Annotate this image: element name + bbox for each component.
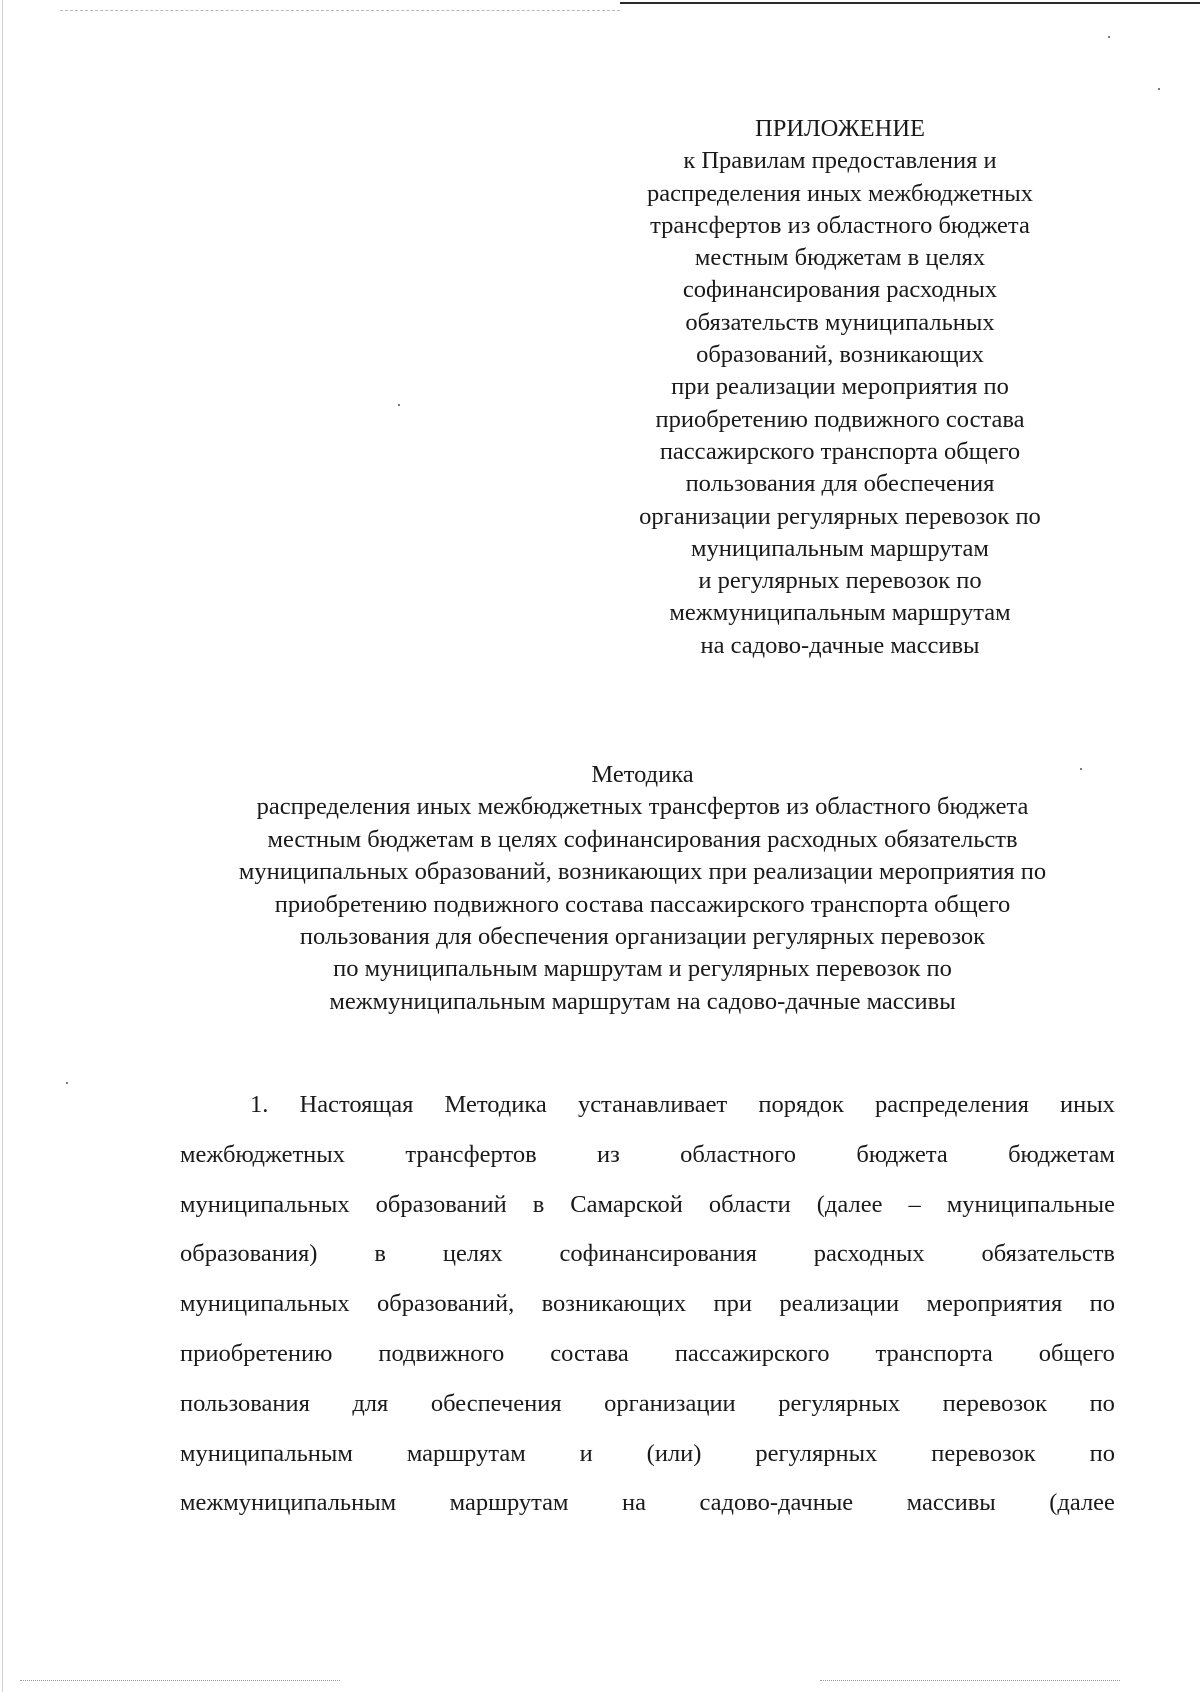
paragraph-line (180, 1180, 1115, 1230)
paragraph-word: общего (1038, 1339, 1115, 1367)
paragraph-word: расходных (813, 1240, 925, 1268)
paragraph-word: муниципальных (180, 1190, 350, 1218)
scan-edge-dash (60, 10, 620, 11)
paragraph-word: образования) (180, 1240, 318, 1268)
paragraph-word: подвижного (378, 1339, 505, 1367)
paragraph-word: целях (442, 1240, 503, 1268)
paragraph-word: (или) (646, 1439, 702, 1467)
scan-speck (66, 1082, 68, 1084)
paragraph-line (180, 1429, 1115, 1479)
paragraph-word: Самарской (570, 1190, 683, 1218)
appendix-line: пользования для обеспечения (685, 470, 995, 498)
paragraph-word: муниципальные (946, 1190, 1115, 1218)
appendix-line: трансфертов из областного бюджета (650, 211, 1030, 239)
paragraph-word: и (579, 1439, 593, 1467)
appendix-line: образований, возникающих (696, 341, 984, 369)
paragraph-line (180, 1130, 1115, 1180)
paragraph-word: муниципальных (180, 1290, 350, 1318)
paragraph-word: трансфертов (405, 1140, 537, 1168)
paragraph-word: в (374, 1240, 386, 1268)
paragraph-word: маршрутам (449, 1489, 569, 1517)
appendix-line: при реализации мероприятия по (671, 373, 1009, 401)
scan-bottom-noise (820, 1680, 1120, 1682)
paragraph-word: маршрутам (406, 1439, 526, 1467)
appendix-line: межмуниципальным маршрутам (669, 599, 1011, 627)
paragraph-word: организации (604, 1389, 736, 1417)
paragraph-word: реализации (779, 1290, 900, 1318)
scan-speck (398, 404, 400, 406)
paragraph-word: (далее (1049, 1489, 1115, 1517)
paragraph-line (180, 1379, 1115, 1429)
paragraph-word: межбюджетных (180, 1140, 345, 1168)
paragraph-line (180, 1080, 1115, 1130)
paragraph-word: состава (550, 1339, 629, 1367)
appendix-block (605, 113, 1075, 662)
paragraph-word: бюджета (856, 1140, 948, 1168)
methodology-title-line: распределения иных межбюджетных трансфертов из областного бюджета (256, 793, 1029, 821)
paragraph-word: массивы (906, 1489, 996, 1517)
paragraph-word: в (532, 1190, 545, 1218)
methodology-title-line: межмуниципальным маршрутам на садово-дачные массивы (329, 987, 956, 1015)
scan-edge-line (620, 2, 1200, 4)
appendix-title: ПРИЛОЖЕНИЕ (755, 115, 925, 142)
scan-speck (1108, 36, 1110, 38)
paragraph-word: областного (680, 1140, 796, 1168)
paragraph-word: пользования (180, 1389, 310, 1417)
paragraph-word: устанавливает (577, 1091, 728, 1118)
paragraph-word: – (908, 1190, 921, 1218)
appendix-line: на садово-дачные массивы (700, 631, 980, 659)
scan-speck (1158, 88, 1160, 90)
appendix-line: и регулярных перевозок по (698, 567, 982, 595)
appendix-line: обязательств муниципальных (685, 308, 995, 336)
paragraph-word: по (1089, 1290, 1115, 1318)
paragraph-word: Методика (444, 1091, 547, 1118)
paragraph-word: межмуниципальным (180, 1489, 397, 1517)
paragraph-word: распределения (875, 1091, 1029, 1118)
paragraph-word: перевозок (931, 1439, 1036, 1467)
paragraph-word: обязательств (981, 1240, 1115, 1268)
paragraph-word: образований (375, 1190, 507, 1218)
paragraph-line (180, 1478, 1115, 1528)
paragraph-word: образований, (377, 1290, 515, 1318)
appendix-line: местным бюджетам в целях (694, 244, 986, 272)
paragraph-word: бюджетам (1008, 1140, 1115, 1168)
paragraph-word: порядок (758, 1091, 844, 1118)
paragraph-word: приобретению (180, 1339, 333, 1367)
appendix-line: приобретению подвижного состава (655, 405, 1025, 433)
paragraph-word: возникающих (541, 1290, 687, 1318)
appendix-line: организации регулярных перевозок по (639, 502, 1041, 530)
methodology-title-line: по муниципальным маршрутам и регулярных перевозок по (333, 955, 952, 983)
paragraph-word: для (352, 1389, 389, 1417)
paragraph-line (180, 1329, 1115, 1379)
paragraph-word: по (1089, 1439, 1115, 1467)
appendix-line: софинансирования расходных (682, 276, 998, 304)
methodology-heading (170, 759, 1115, 1018)
paragraph-word: Настоящая (299, 1091, 414, 1118)
appendix-line: распределения иных межбюджетных (646, 179, 1033, 207)
paragraph-line (180, 1279, 1115, 1329)
body-paragraph (180, 1080, 1115, 1528)
paragraph-word: регулярных (778, 1389, 901, 1417)
paragraph-word: области (708, 1190, 791, 1218)
paragraph-word: на (622, 1489, 647, 1517)
paragraph-word: муниципальным (180, 1439, 353, 1467)
methodology-title: Методика (591, 761, 694, 788)
scan-bottom-noise (20, 1680, 340, 1682)
methodology-title-line: приобретению подвижного состава пассажирского транспорта общего (274, 890, 1011, 918)
paragraph-word: пассажирского (674, 1339, 830, 1367)
scan-left-edge (2, 0, 3, 1692)
paragraph-word: из (597, 1140, 620, 1168)
paragraph-word: обеспечения (430, 1389, 562, 1417)
paragraph-word: садово-дачные (699, 1489, 854, 1517)
paragraph-word: софинансирования (559, 1240, 757, 1268)
methodology-title-line: пользования для обеспечения организации регулярных перевозок (299, 923, 986, 951)
paragraph-word: мероприятия (926, 1290, 1063, 1318)
appendix-line: к Правилам предоставления и (683, 147, 997, 175)
appendix-line: муниципальным маршрутам (691, 534, 989, 562)
paragraph-word: (далее (816, 1190, 883, 1218)
paragraph-word: при (713, 1290, 752, 1318)
methodology-title-line: местным бюджетам в целях софинансирования расходных обязательств (267, 825, 1018, 853)
paragraph-line (180, 1229, 1115, 1279)
paragraph-word: регулярных (755, 1439, 878, 1467)
appendix-line: пассажирского транспорта общего (659, 437, 1021, 465)
methodology-title-line: муниципальных образований, возникающих при реализации мероприятия по (238, 858, 1047, 886)
paragraph-word: перевозок (942, 1389, 1048, 1417)
paragraph-word: транспорта (875, 1339, 993, 1367)
paragraph-word: иных (1059, 1091, 1115, 1118)
paragraph-word: по (1089, 1389, 1115, 1417)
paragraph-word: 1. (250, 1091, 269, 1118)
